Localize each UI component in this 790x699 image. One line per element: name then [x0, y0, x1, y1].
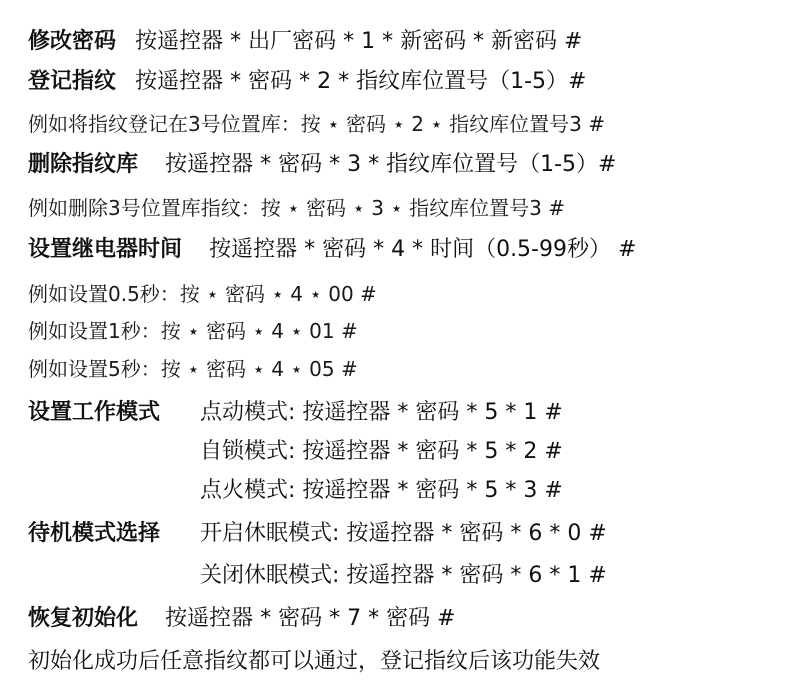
change-password-row [28, 31, 582, 53]
relay-example-05: 例如设置0.5秒：按 ⋆ 密码 ⋆ 4 ⋆ 00 # [28, 282, 377, 306]
reset-note: 初始化成功后任意指纹都可以通过，登记指纹后该功能失效 [28, 649, 601, 674]
register-fingerprint-command: 按遥控器 * 密码 * 2 * 指纹库位置号（1-5）# [135, 69, 587, 94]
change-password-command: 按遥控器 * 出厂密码 * 1 * 新密码 * 新密码 # [135, 29, 583, 54]
work-mode-latching: 自锁模式: 按遥控器 * 密码 * 5 * 2 # [200, 439, 563, 464]
standby-sleep-on: 开启休眠模式: 按遥控器 * 密码 * 6 * 0 # [200, 521, 607, 546]
relay-example-5: 例如设置5秒：按 ⋆ 密码 ⋆ 4 ⋆ 05 # [28, 357, 358, 381]
delete-fingerprint-row [28, 154, 616, 176]
delete-fingerprint-command: 按遥控器 * 密码 * 3 * 指纹库位置号（1-5）# [165, 152, 617, 177]
standby-mode-label: 待机模式选择 [28, 521, 161, 546]
register-fingerprint-example: 例如将指纹登记在3号位置库：按 ⋆ 密码 ⋆ 2 ⋆ 指纹库位置号3 # [28, 112, 605, 136]
relay-example-1: 例如设置1秒：按 ⋆ 密码 ⋆ 4 ⋆ 01 # [28, 319, 358, 343]
register-fingerprint-row [28, 71, 586, 93]
delete-fingerprint-label: 删除指纹库 [28, 152, 139, 177]
delete-fingerprint-example: 例如删除3号位置库指纹：按 ⋆ 密码 ⋆ 3 ⋆ 指纹库位置号3 # [28, 196, 565, 220]
relay-time-label: 设置继电器时间 [28, 237, 183, 262]
reset-label: 恢复初始化 [28, 606, 139, 631]
relay-time-row [28, 239, 636, 261]
relay-time-command: 按遥控器 * 密码 * 4 * 时间（0.5-99秒） # [209, 237, 637, 262]
work-mode-ignition: 点火模式: 按遥控器 * 密码 * 5 * 3 # [200, 478, 563, 503]
standby-sleep-off: 关闭休眠模式: 按遥控器 * 密码 * 6 * 1 # [200, 563, 607, 588]
reset-row [28, 608, 456, 630]
work-mode-momentary: 点动模式: 按遥控器 * 密码 * 5 * 1 # [200, 400, 563, 425]
change-password-label: 修改密码 [28, 29, 117, 54]
work-mode-label: 设置工作模式 [28, 400, 161, 425]
reset-command: 按遥控器 * 密码 * 7 * 密码 # [165, 606, 456, 631]
register-fingerprint-label: 登记指纹 [28, 69, 117, 94]
